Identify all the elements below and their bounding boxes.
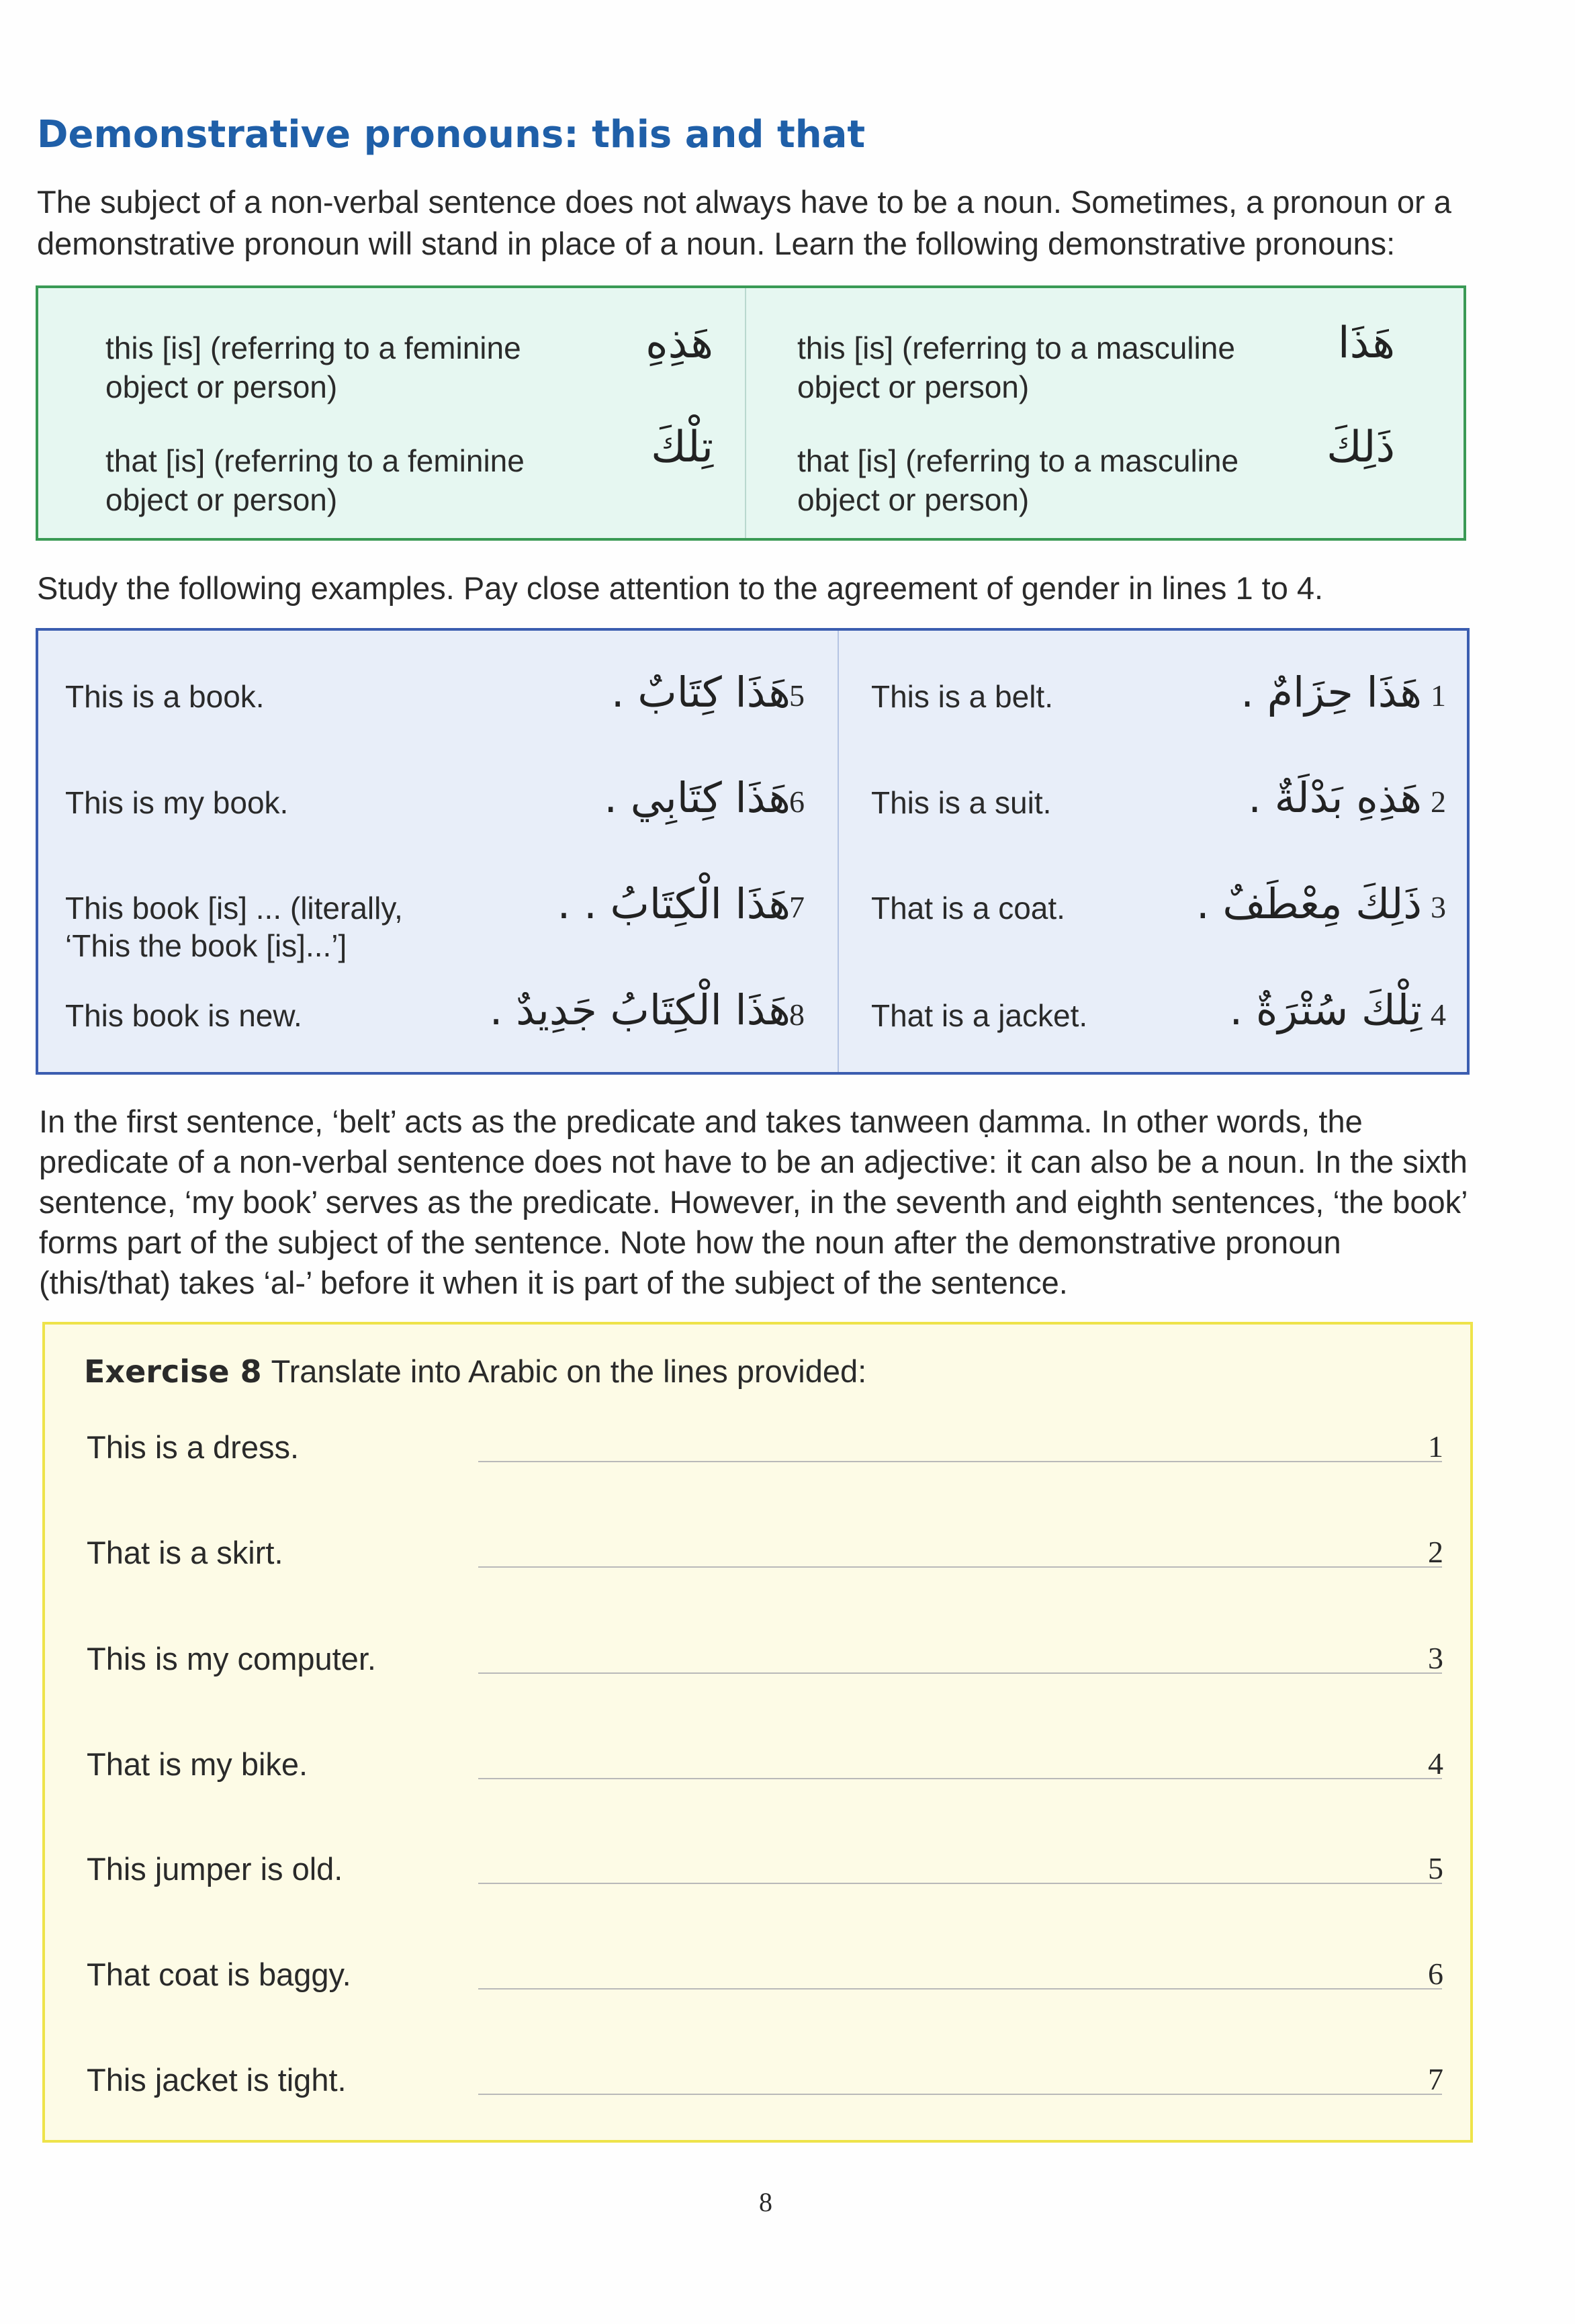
exercise-item-number: 6: [1428, 1957, 1443, 1991]
example-4-ar: تِلْكَ سُتْرَةٌ .: [1229, 985, 1422, 1034]
example-7-ar: هَذَا الْكِتَابُ . .: [557, 879, 791, 928]
example-5-number: 5: [789, 678, 805, 713]
explanation-paragraph: In the first sentence, ‘belt’ acts as the predicate and takes tanween ḍamma. In other words, the predicate of a non-verbal sentence does not have to be an adjective: it can also be a noun. In the sixth sentence, ‘my book’ serves as the predicate. However, in the seventh and eighth sentences, ‘the book’ forms part of the subject of the sentence. Note how the noun after the demonstrative pronoun (this/that) takes ‘al-’ before it when it is part of the subject of the sentence.: [39, 1104, 1468, 1300]
answer-line[interactable]: [478, 1988, 1442, 1990]
pronoun-fem-that-ar: تِلْكَ: [651, 422, 713, 472]
exercise-item-number: 2: [1428, 1535, 1443, 1569]
exercise-item-number: 5: [1428, 1851, 1443, 1885]
example-6-number: 6: [789, 785, 805, 819]
pronoun-box: [36, 285, 1466, 541]
exercise-item-text: This jacket is tight.: [87, 2062, 347, 2098]
exercise-item: [45, 1746, 1470, 1786]
exercise-item: [45, 1534, 1470, 1574]
example-8-en: This book is new.: [65, 998, 302, 1033]
intro-paragraph: The subject of a non-verbal sentence does not always have to be a noun. Sometimes, a pronoun or a demonstrative pronoun will stand in place of a noun. Learn the following demonstrative pronouns:: [37, 184, 1451, 261]
example-7-number: 7: [789, 890, 805, 924]
example-8-ar: هَذَا الْكِتَابُ جَدِيدٌ .: [489, 985, 791, 1034]
exercise-item-number: 4: [1428, 1746, 1443, 1781]
pronoun-fem-this-ar: هَذِهِ: [645, 318, 713, 368]
example-3-number: 3: [1431, 890, 1446, 924]
example-1-en: This is a belt.: [871, 679, 1053, 714]
answer-line[interactable]: [478, 2094, 1442, 2095]
example-4-en: That is a jacket.: [871, 998, 1088, 1033]
examples-box: [36, 628, 1470, 1075]
page-number: 8: [759, 2187, 772, 2217]
exercise-item-number: 1: [1428, 1429, 1443, 1464]
pronoun-masc-that-en: that [is] (referring to a masculine object or person): [797, 443, 1239, 517]
example-5-ar: هَذَا كِتَابٌ .: [611, 668, 791, 717]
exercise-item: [45, 1956, 1470, 1996]
exercise-title: [84, 1353, 866, 1390]
example-8-number: 8: [789, 997, 805, 1032]
exercise-item-text: That coat is baggy.: [87, 1957, 351, 1992]
answer-line[interactable]: [478, 1461, 1442, 1462]
examples-divider: [838, 631, 839, 1072]
example-6-en: This is my book.: [65, 785, 289, 820]
exercise-item-text: This is a dress.: [87, 1429, 300, 1465]
exercise-label: Exercise 8: [84, 1353, 262, 1390]
answer-line[interactable]: [478, 1883, 1442, 1884]
page-title: Demonstrative pronouns: this and that: [37, 113, 866, 157]
pronoun-divider: [745, 288, 746, 538]
exercise-item: [45, 2061, 1470, 2102]
exercise-item-text: That is my bike.: [87, 1746, 308, 1782]
example-1-ar: هَذَا حِزَامٌ .: [1241, 668, 1422, 717]
pronoun-masc-this-en: this [is] (referring to a masculine object or person): [797, 330, 1235, 404]
example-2-en: This is a suit.: [871, 785, 1052, 820]
answer-line[interactable]: [478, 1778, 1442, 1779]
example-3-en: That is a coat.: [871, 891, 1065, 926]
example-2-ar: هَذِهِ بَدْلَةٌ .: [1248, 773, 1422, 822]
answer-line[interactable]: [478, 1566, 1442, 1568]
exercise-item: [45, 1429, 1470, 1469]
example-5-en: This is a book.: [65, 679, 265, 714]
example-6-ar: هَذَا كِتَابِي .: [604, 773, 791, 822]
example-4-number: 4: [1431, 997, 1446, 1032]
exercise-item-text: This is my computer.: [87, 1641, 376, 1677]
exercise-item-number: 3: [1428, 1641, 1443, 1675]
exercise-item-text: That is a skirt.: [87, 1535, 283, 1570]
study-note: Study the following examples. Pay close attention to the agreement of gender in lines 1 to 4.: [37, 570, 1324, 606]
exercise-item: [45, 1850, 1470, 1891]
example-3-ar: ذَلِكَ مِعْطَفٌ .: [1196, 879, 1422, 928]
example-7-en: This book [is] ... (literally, ‘This the book [is]...’]: [65, 891, 403, 963]
exercise-box: [42, 1322, 1473, 2143]
example-1-number: 1: [1431, 678, 1446, 713]
exercise-item: [45, 1640, 1470, 1681]
exercise-item-text: This jumper is old.: [87, 1851, 343, 1887]
exercise-item-number: 7: [1428, 2062, 1443, 2096]
example-2-number: 2: [1431, 785, 1446, 819]
pronoun-fem-this-en: this [is] (referring to a feminine object or person): [105, 330, 521, 404]
pronoun-masc-this-ar: هَذَا: [1337, 318, 1395, 368]
pronoun-masc-that-ar: ذَلِكَ: [1326, 422, 1395, 472]
pronoun-fem-that-en: that [is] (referring to a feminine object or person): [105, 443, 525, 517]
exercise-instruction: Translate into Arabic on the lines provided:: [271, 1353, 867, 1389]
answer-line[interactable]: [478, 1672, 1442, 1674]
